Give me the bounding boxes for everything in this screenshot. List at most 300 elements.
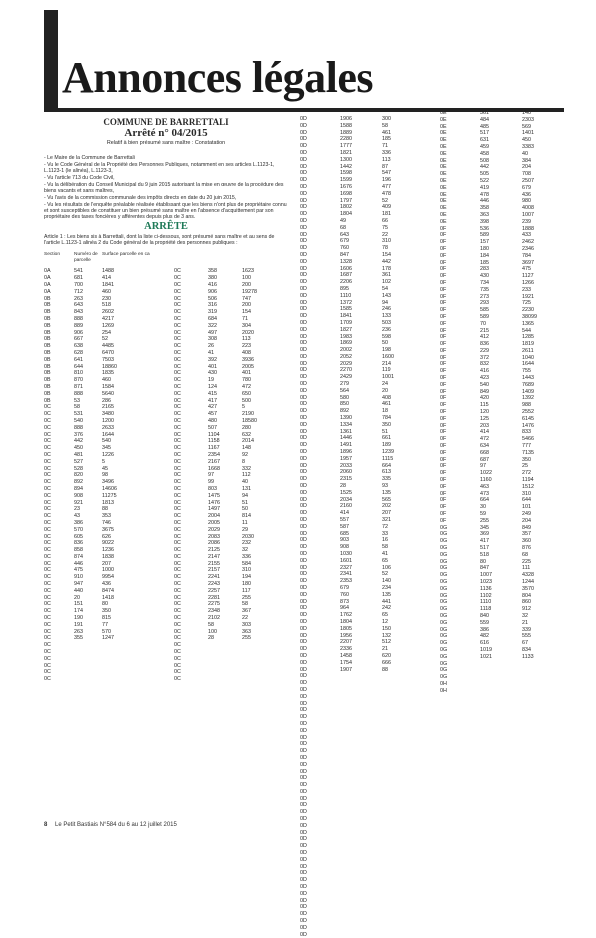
table-cell: 870 [74, 377, 83, 384]
table-cell: 3383 [522, 143, 534, 150]
table-cell: 150 [382, 625, 391, 632]
table-cell: 508 [480, 157, 489, 164]
table-cell: 684 [208, 316, 217, 322]
table-cell: 135 [382, 489, 391, 496]
table-cell: 459 [480, 143, 489, 150]
table-cell: 0B [44, 295, 51, 302]
table-cell: 0B [44, 390, 51, 397]
table-cell: 0D [300, 551, 307, 557]
table-cell: 1372 [340, 299, 352, 306]
table-cell: 0F [440, 300, 447, 307]
table-cell: 0D [300, 856, 307, 863]
table-cell: 0G [440, 551, 448, 558]
table-cell: 0D [300, 598, 307, 605]
table-cell: 0C [174, 458, 181, 465]
table-cell: 679 [522, 184, 531, 191]
table-cell: 643 [340, 231, 349, 238]
table-cell: 0F [440, 456, 447, 463]
table-cell: 300 [382, 116, 391, 122]
table-cell: 131 [242, 485, 251, 492]
table-cell: 0D [300, 843, 307, 850]
table-cell: 40 [522, 150, 528, 157]
table-cell: 0F [440, 279, 447, 286]
table-cell: 0C [44, 635, 51, 642]
table-cell: 2354 [208, 451, 220, 458]
table-cell: 0D [300, 639, 307, 646]
visa-line: - Vu l'avis de la commission communale des impôts directs en date du 20 juin 2015, [44, 195, 237, 202]
table-cell: 475 [74, 567, 83, 574]
table-cell: 321 [382, 517, 391, 524]
table-cell: 0B [44, 343, 51, 350]
table-cell: 0E [440, 205, 447, 212]
table-cell: 0F [440, 361, 447, 368]
table-cell: 480 [208, 417, 217, 424]
table-cell: 202 [382, 503, 391, 510]
table-cell: 49 [340, 217, 346, 224]
table-cell: 0D [300, 394, 307, 401]
table-cell: 784 [382, 415, 391, 422]
table-cell: 1442 [340, 163, 352, 170]
table-cell: 0E [440, 218, 447, 225]
table-cell: 1777 [340, 143, 352, 150]
table-cell: 1392 [522, 395, 534, 402]
table-cell: 2462 [522, 239, 534, 246]
table-cell: 54 [382, 285, 388, 292]
table-cell: 1488 [102, 268, 114, 275]
table-cell: 0D [300, 584, 307, 591]
table-cell: 0C [44, 472, 51, 479]
table-cell: 358 [480, 205, 489, 212]
table-cell: 1007 [480, 572, 492, 579]
table-cell: 850 [340, 401, 349, 408]
table-cell: 174 [74, 608, 83, 615]
table-cell: 124 [208, 383, 217, 390]
table-cell: 0D [300, 564, 307, 571]
table-cell: 0F [440, 239, 447, 246]
table-cell: 512 [382, 639, 391, 646]
t4-section-col [440, 110, 480, 695]
table-cell: 472 [480, 436, 489, 443]
table-cell: 712 [74, 288, 83, 295]
table-cell: 0C [174, 370, 181, 377]
table-cell: 0F [440, 443, 447, 450]
table-cell: 0D [300, 333, 307, 340]
table-cell: 200 [242, 302, 251, 309]
table-cell: 1443 [522, 375, 534, 382]
table-cell: 644 [522, 497, 531, 504]
table-cell: 21 [382, 646, 388, 653]
table-cell: 1804 [340, 618, 352, 625]
table-cell: 484 [480, 116, 489, 123]
table-cell: 834 [522, 646, 531, 653]
table-cell: 5 [102, 458, 105, 465]
table-cell: 20 [382, 387, 388, 394]
table-cell: 0D [300, 353, 307, 360]
table-cell: 528 [74, 465, 83, 472]
table-cell: 564 [340, 387, 349, 394]
table-cell: 0D [300, 904, 307, 911]
table-cell: 1983 [340, 333, 352, 340]
table-cell: 1512 [522, 483, 534, 490]
table-cell: 650 [242, 390, 251, 397]
table-cell: 1458 [340, 652, 352, 659]
table-cell: 0C [44, 485, 51, 492]
table-cell: 1000 [102, 567, 114, 574]
page-number: 8 [44, 822, 48, 828]
table-cell: 236 [382, 326, 391, 333]
table-cell: 641 [74, 356, 83, 363]
table-cell: 2014 [242, 438, 254, 445]
table-cell: 0D [300, 680, 307, 687]
table-cell: 0F [440, 327, 447, 334]
table-cell: 2552 [522, 409, 534, 416]
table-cell: 423 [480, 375, 489, 382]
t2-numero-col [208, 268, 242, 683]
table-cell: 0C [44, 424, 51, 431]
table-cell: 133 [382, 313, 391, 320]
table-cell: 0D [300, 483, 307, 490]
table-cell: 0C [44, 533, 51, 540]
table-cell: 310 [522, 490, 531, 497]
table-cell: 41 [382, 551, 388, 557]
table-cell: 0F [440, 368, 447, 375]
table-cell: 1300 [340, 156, 352, 163]
table-cell: 94 [242, 492, 248, 499]
table-cell: 111 [522, 565, 531, 572]
table-cell: 358 [208, 268, 217, 275]
visa-line: - Vu l'article 713 du Code Civil, [44, 174, 115, 181]
table-cell: 140 [522, 110, 531, 116]
table-cell: 0C [174, 288, 181, 295]
table-cell: 0C [44, 601, 51, 608]
table-cell: 685 [340, 530, 349, 537]
table-cell: 28 [340, 483, 346, 490]
table-cell: 369 [480, 531, 489, 538]
table-cell: 75 [382, 224, 388, 231]
table-cell: 0D [300, 476, 307, 483]
table-cell: 1606 [340, 265, 352, 272]
table-cell: 0C [174, 390, 181, 397]
table-cell: 0D [300, 911, 307, 918]
table-cell: 198 [382, 347, 391, 354]
table-cell: 0C [44, 547, 51, 554]
table-cell: 0D [300, 816, 307, 823]
table-cell: 544 [522, 327, 531, 334]
table-cell: 847 [340, 251, 349, 258]
table-cell: 892 [340, 408, 349, 415]
table-cell: 0D [300, 700, 307, 707]
table-cell: 214 [382, 360, 391, 367]
table-cell: 632 [242, 431, 251, 438]
table-cell: 463 [480, 483, 489, 490]
table-cell: 0C [174, 438, 181, 445]
table-cell: 442 [480, 164, 489, 171]
table-cell: 1644 [102, 431, 114, 438]
table-cell: 540 [74, 417, 83, 424]
table-cell: 540 [102, 438, 111, 445]
table-cell: 0D [300, 415, 307, 422]
table-cell: 1907 [340, 666, 352, 673]
table-cell: 500 [242, 397, 251, 404]
table-cell: 233 [522, 286, 531, 293]
table-cell: 9954 [102, 574, 114, 581]
table-cell: 12 [382, 618, 388, 625]
table-cell: 0H [440, 687, 447, 694]
table-cell: 0G [440, 626, 448, 633]
table-cell: 0C [44, 581, 51, 588]
table-cell: 1869 [340, 340, 352, 347]
table-cell: 113 [242, 336, 251, 343]
table-cell: 0D [300, 272, 307, 279]
table-cell: 3480 [102, 411, 114, 418]
table-cell: 0D [300, 931, 307, 938]
table-cell: 66 [382, 217, 388, 224]
table-cell: 21 [522, 619, 528, 626]
table-cell: 0D [300, 924, 307, 931]
table-cell: 345 [102, 445, 111, 452]
table-cell: 97 [208, 472, 214, 479]
table-cell: 16 [382, 537, 388, 544]
table-cell: 0C [174, 329, 181, 336]
table-cell: 0D [300, 387, 307, 394]
table-cell: 433 [522, 232, 531, 239]
table-cell: 0B [44, 329, 51, 336]
table-cell: 2257 [208, 587, 220, 594]
table-cell: 0D [300, 428, 307, 435]
table-cell: 232 [242, 540, 251, 547]
table-cell: 0D [300, 618, 307, 625]
table-cell: 0C [174, 567, 181, 574]
visa-line: - Vu la délibération du Conseil Municipal du 9 juin 2015 autorisant la mise en œuvre de la procédure des biens vacants et sans maîtres, [44, 181, 284, 195]
table-cell: 0D [300, 177, 307, 184]
table-cell: 2005 [208, 519, 220, 526]
table-cell: 0D [300, 265, 307, 272]
table-cell: 1023 [480, 578, 492, 585]
table-cell: 2004 [208, 513, 220, 520]
table-cell: 849 [522, 524, 531, 531]
table-cell: 11 [242, 519, 248, 526]
table-cell: 0D [300, 136, 307, 143]
table-cell: 242 [382, 605, 391, 612]
table-cell: 1266 [522, 279, 534, 286]
parcel-table [44, 268, 288, 683]
table-cell: 0C [44, 574, 51, 581]
table-cell: 460 [102, 288, 111, 295]
table-cell: 2160 [340, 503, 352, 510]
table-cell: 2507 [522, 177, 534, 184]
table-cell: 0C [44, 479, 51, 486]
table-cell: 0C [174, 431, 181, 438]
table-cell: 1835 [102, 370, 114, 377]
table-cell: 628 [74, 349, 83, 356]
table-cell: 0F [440, 415, 447, 422]
table-cell: 760 [340, 245, 349, 252]
table-cell: 14606 [102, 485, 117, 492]
table-cell: 0D [300, 652, 307, 659]
table-cell: 77 [102, 621, 108, 628]
table-cell: 1525 [340, 489, 352, 496]
table-cell: 154 [242, 309, 251, 316]
table-cell: 664 [480, 497, 489, 504]
table-cell: 1110 [480, 599, 492, 606]
table-cell: 906 [208, 288, 217, 295]
table-cell: 185 [382, 136, 391, 143]
table-cell: 777 [522, 443, 531, 450]
table-cell: 0F [440, 436, 447, 443]
table-cell: 246 [382, 306, 391, 313]
table-cell: 1802 [340, 204, 352, 211]
table-cell: 401 [208, 363, 217, 370]
table-cell: 3675 [102, 526, 114, 533]
table-cell: 293 [480, 300, 489, 307]
table-cell: 746 [102, 519, 111, 526]
table-cell: 442 [74, 438, 83, 445]
table-cell: 52 [102, 336, 108, 343]
table-cell: 80 [102, 601, 108, 608]
table-cell: 0F [440, 395, 447, 402]
table-cell: 255 [242, 635, 251, 642]
table-cell: 8474 [102, 587, 114, 594]
table-cell: 0D [300, 720, 307, 727]
table-cell: 98 [102, 472, 108, 479]
table-cell: 1475 [208, 492, 220, 499]
table-cell: 461 [382, 129, 391, 136]
table-cell: 1239 [382, 449, 394, 456]
table-cell: 6470 [102, 349, 114, 356]
table-cell: 0B [44, 336, 51, 343]
table-cell: 0G [440, 578, 448, 585]
table-cell: 0C [44, 669, 51, 676]
table-cell: 442 [382, 258, 391, 265]
table-cell: 0C [174, 669, 181, 676]
table-cell: 0E [440, 157, 447, 164]
table-cell: 0C [44, 451, 51, 458]
table-cell: 67 [522, 640, 528, 647]
table-cell: 0F [440, 354, 447, 361]
table-cell: 1821 [340, 149, 352, 156]
table-cell: 0E [440, 164, 447, 171]
table-cell: 2602 [102, 309, 114, 316]
table-cell: 336 [242, 553, 251, 560]
table-cell: 0C [44, 458, 51, 465]
table-cell: 2125 [208, 547, 220, 554]
table-cell: 0D [300, 625, 307, 632]
table-cell: 0C [44, 445, 51, 452]
table-cell: 2275 [208, 601, 220, 608]
table-cell: 1599 [340, 177, 352, 184]
table-cell: 565 [382, 496, 391, 503]
table-cell: 0F [440, 490, 447, 497]
table-cell: 0F [440, 266, 447, 273]
table-cell: 24 [382, 381, 388, 388]
page-footer [44, 822, 177, 828]
table-cell: 0D [300, 292, 307, 299]
table-cell: 784 [522, 252, 531, 259]
table-cell: 0D [300, 571, 307, 578]
table-cell: 0C [174, 336, 181, 343]
table-cell: 0D [300, 442, 307, 449]
table-cell: 1921 [522, 293, 534, 300]
table-cell: 1754 [340, 659, 352, 666]
table-cell: 68 [340, 224, 346, 231]
table-cell: 485 [480, 123, 489, 130]
table-cell: 412 [480, 334, 489, 341]
table-cell: 88 [102, 506, 108, 513]
table-cell: 458 [480, 150, 489, 157]
t1-numero-col [74, 268, 102, 683]
table-cell: 0G [440, 646, 448, 653]
table-cell: 0C [174, 513, 181, 520]
t3-numero-col [340, 116, 382, 938]
table-cell: 0G [440, 545, 448, 551]
table-cell: 1104 [208, 431, 220, 438]
table-cell: 964 [340, 605, 349, 612]
table-cell: 0A [44, 288, 51, 295]
table-cell: 6145 [522, 415, 534, 422]
table-cell: 1906 [340, 116, 352, 122]
table-cell: 0F [440, 225, 447, 232]
table-cell: 0D [300, 299, 307, 306]
table-cell: 888 [74, 316, 83, 322]
table-cell: 0F [440, 334, 447, 341]
table-cell: 59 [480, 511, 486, 518]
table-cell: 1957 [340, 455, 352, 462]
table-cell: 0B [44, 322, 51, 329]
table-cell: 903 [340, 537, 349, 544]
table-cell: 0D [300, 768, 307, 775]
table-cell: 0G [440, 565, 448, 572]
commune-title: COMMUNE DE BARRETTALI [103, 117, 229, 127]
table-cell: 360 [522, 538, 531, 545]
table-cell: 386 [480, 626, 489, 633]
table-cell: 420 [480, 395, 489, 402]
table-cell: 0C [174, 601, 181, 608]
table-cell: 0F [440, 320, 447, 327]
table-cell: 4008 [522, 205, 534, 212]
arrete-subject: Relatif à bien présumé sans maître : Constatation [106, 140, 226, 147]
table-cell: 0E [440, 116, 447, 123]
table-cell: 0B [44, 363, 51, 370]
table-cell: 398 [480, 218, 489, 225]
table-cell: 589 [480, 232, 489, 239]
table-cell: 1584 [102, 383, 114, 390]
table-cell: 339 [522, 626, 531, 633]
table-cell: 570 [102, 628, 111, 635]
table-cell: 0G [440, 606, 448, 613]
table-cell: 634 [480, 443, 489, 450]
table-cell: 482 [480, 633, 489, 640]
table-cell: 151 [74, 601, 83, 608]
table-cell: 50 [242, 506, 248, 513]
table-cell: 0F [440, 477, 447, 484]
table-cell: 2029 [340, 360, 352, 367]
table-cell: 58 [74, 404, 80, 411]
table-cell: 361 [480, 110, 489, 116]
table-cell: 1709 [340, 319, 352, 326]
table-cell: 308 [208, 336, 217, 343]
table-cell: 0G [440, 612, 448, 619]
table-cell: 7135 [522, 449, 534, 456]
table-cell: 180 [480, 245, 489, 252]
table-cell: 843 [74, 309, 83, 316]
table-cell: 557 [340, 517, 349, 524]
table-cell: 505 [480, 171, 489, 178]
table-cell: 0D [300, 884, 307, 891]
table-cell: 475 [522, 266, 531, 273]
table-cell: 386 [74, 519, 83, 526]
table-cell: 0C [44, 465, 51, 472]
table-cell: 0E [440, 171, 447, 178]
